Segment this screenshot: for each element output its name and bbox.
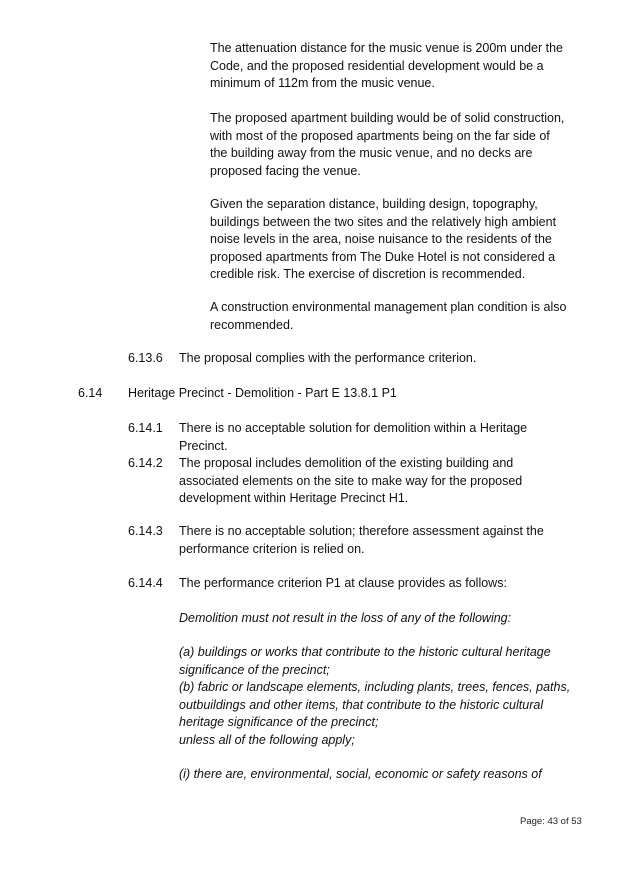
item-number: 6.14.3 bbox=[128, 524, 163, 538]
quote-item-b: (b) fabric or landscape elements, including plants, trees, fences, paths, outbuildings and other items, that contribute to the historic cultural heritage significance of the precinct; bbox=[179, 680, 571, 729]
paragraph-attenuation: The attenuation distance for the music venue is 200m under the Code, and the proposed residential development would be a minimum of 112m from the music venue. bbox=[210, 41, 563, 90]
item-text: The performance criterion P1 at clause provides as follows: bbox=[179, 576, 507, 590]
item-number: 6.14.1 bbox=[128, 421, 163, 435]
quote-item-i: (i) there are, environmental, social, economic or safety reasons of bbox=[179, 767, 542, 781]
section-number: 6.14 bbox=[78, 386, 103, 400]
quote-intro: Demolition must not result in the loss of any of the following: bbox=[179, 611, 512, 625]
page-number: Page: 43 of 53 bbox=[520, 816, 582, 827]
item-text: There is no acceptable solution; therefore assessment against the performance criterion is relied on. bbox=[179, 524, 544, 556]
paragraph-cemp: A construction environmental management plan condition is also recommended. bbox=[210, 300, 567, 332]
item-text: The proposal includes demolition of the existing building and associated elements on the site to make way for the proposed development within Heritage Precinct H1. bbox=[179, 456, 523, 505]
paragraph-construction: The proposed apartment building would be of solid construction, with most of the proposed apartments being on the far side of the building away from the music venue, and no decks are proposed facing the venue. bbox=[210, 111, 565, 178]
item-number: 6.13.6 bbox=[128, 351, 163, 365]
quote-unless: unless all of the following apply; bbox=[179, 733, 355, 747]
item-number: 6.14.2 bbox=[128, 456, 163, 470]
item-text: The proposal complies with the performance criterion. bbox=[179, 351, 477, 365]
item-number: 6.14.4 bbox=[128, 576, 163, 590]
item-text: There is no acceptable solution for demolition within a Heritage Precinct. bbox=[179, 421, 528, 453]
section-heading: Heritage Precinct - Demolition - Part E 13.8.1 P1 bbox=[128, 386, 397, 400]
quote-item-a: (a) buildings or works that contribute to the historic cultural heritage significance of the precinct; bbox=[179, 645, 551, 677]
paragraph-separation: Given the separation distance, building design, topography, buildings between the two sites and the relatively high ambient noise levels in the area, noise nuisance to the residents of the proposed apartments from The Duke Hotel is not considered a credible risk. The exercise of discretion is recommended. bbox=[210, 197, 557, 281]
